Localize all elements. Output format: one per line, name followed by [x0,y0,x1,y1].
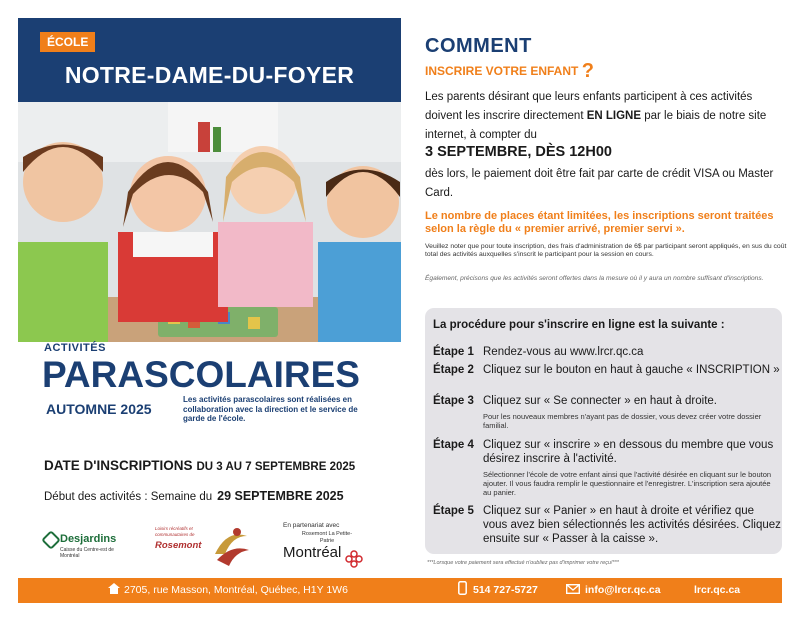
step-text: Cliquez sur « inscrire » en dessous du membre que vous désirez inscrire à l'activité. [483,439,774,465]
intro-text-2: par le biais de notre site internet, à compter du [425,110,767,141]
footer-phone[interactable] [458,578,538,603]
step-text: Cliquez sur le bouton en haut à gauche « INSCRIPTION » [483,364,780,376]
step-label: Étape 1 [433,346,474,358]
step-text: Rendez-vous au www.lrcr.qc.ca [483,346,644,358]
question-mark: ? [581,60,594,82]
phone-text: 514 727-5727 [473,584,538,596]
parascolaires-title: PARASCOLAIRES [42,354,360,395]
intro-en-ligne: EN LIGNE [586,110,642,122]
children-photo [18,102,401,342]
montreal-name: Montréal [283,544,342,561]
step-label: Étape 4 [433,439,474,451]
partnership-text: Les activités parascolaires sont réalisées en collaboration avec la direction et le service de garde de l'école. [183,395,358,423]
mail-icon [566,584,580,594]
email-text: info@lrcr.qc.ca [585,584,661,596]
montreal-logo [283,522,393,561]
step-text: Cliquez sur « Se connecter » en haut à droite. [483,395,717,407]
montreal-rosette-icon [345,550,363,568]
start-date: 3 SEPTEMBRE, DÈS 12H00 [425,144,612,160]
phone-icon [458,581,467,595]
ecole-tag: ÉCOLE [40,32,95,52]
rosemont-small: Loisirs récréatifs et communautaires de [155,526,195,537]
step-label: Étape 3 [433,395,474,407]
step-label: Étape 5 [433,505,474,517]
season-label: AUTOMNE 2025 [46,401,152,417]
home-icon [108,583,120,594]
offer-note: Également, précisons que les activités seront offertes dans la mesure où il y aura un nombre suffisant d'inscriptions. [425,275,764,282]
school-name: NOTRE-DAME-DU-FOYER [64,62,355,88]
step-subtext: Pour les nouveaux membres n'ayant pas de dossier, vous devez créer votre dossier familial. [483,412,762,430]
debut-activites [44,489,344,503]
footer-email[interactable] [566,578,661,603]
comment-title: COMMENT [425,35,532,57]
receipt-note: ***Lorsque votre paiement sera effectué n'oubliez pas d'imprimer votre reçu!*** [427,560,619,566]
inscrire-title [425,60,594,83]
debut-value: 29 SEPTEMBRE 2025 [217,489,344,503]
step-subtext: Sélectionner l'école de votre enfant ainsi que l'activité désirée en cliquant sur le bouton ajouter. Il vous faudra remplir le questionnaire et l'enregistrer. L'inscription sera ajoutée au panier. [483,470,772,497]
date-inscriptions [44,458,355,473]
rosemont-name: Rosemont [155,540,202,551]
desjardins-logo [44,533,117,559]
step-label: Étape 2 [433,364,474,376]
rosemont-swirl-icon [207,524,253,570]
admin-fee-note: Veuillez noter que pour toute inscription, des frais d'administration de 6$ par participant seront appliqués, en sus du coût total des activités auxquelles s'inscrit le participant pour la session en cours. [425,243,787,259]
rosemont-pp-text: Rosemont La Petite-Patrie [301,531,353,544]
payment-paragraph: dès lors, le paiement doit être fait par carte de crédit VISA ou Master Card. [425,168,774,199]
date-inscriptions-value: DU 3 AU 7 SEPTEMBRE 2025 [196,461,356,473]
desjardins-sub: Caisse du Centre-est de Montréal [60,547,114,559]
debut-label: Début des activités : Semaine du [44,491,213,503]
address-text: 2705, rue Masson, Montréal, Québec, H1Y 1W6 [124,584,348,596]
activites-label: ACTIVITÉS [44,342,106,354]
procedure-title: La procédure pour s'inscrire en ligne est la suivante : [433,319,725,331]
footer-website[interactable]: lrcr.qc.ca [694,584,741,596]
header-band [18,18,401,102]
partenariat-text: En partenariat avec [283,522,340,529]
intro-text-1: Les parents désirant que leurs enfants participent à ces activités doivent les inscrire directement [425,91,753,122]
footer-address [108,578,348,603]
places-limitees-note: Le nombre de places étant limitées, les inscriptions seront traitées selon la règle du « premier arrivé, premier servi ». [425,210,774,235]
date-inscriptions-label: DATE D'INSCRIPTIONS [44,458,193,473]
intro-paragraph [425,88,787,145]
step-text: Cliquez sur « Panier » en haut à droite et vérifiez que vous avez bien sélectionnés les activités désirées. Cliquez ensuite sur « Passer à la caisse ». [483,505,781,545]
inscrire-text: INSCRIRE VOTRE ENFANT [425,64,579,78]
desjardins-name: Desjardins [44,533,114,545]
footer-bar [18,578,782,603]
rosemont-logo [155,526,245,570]
